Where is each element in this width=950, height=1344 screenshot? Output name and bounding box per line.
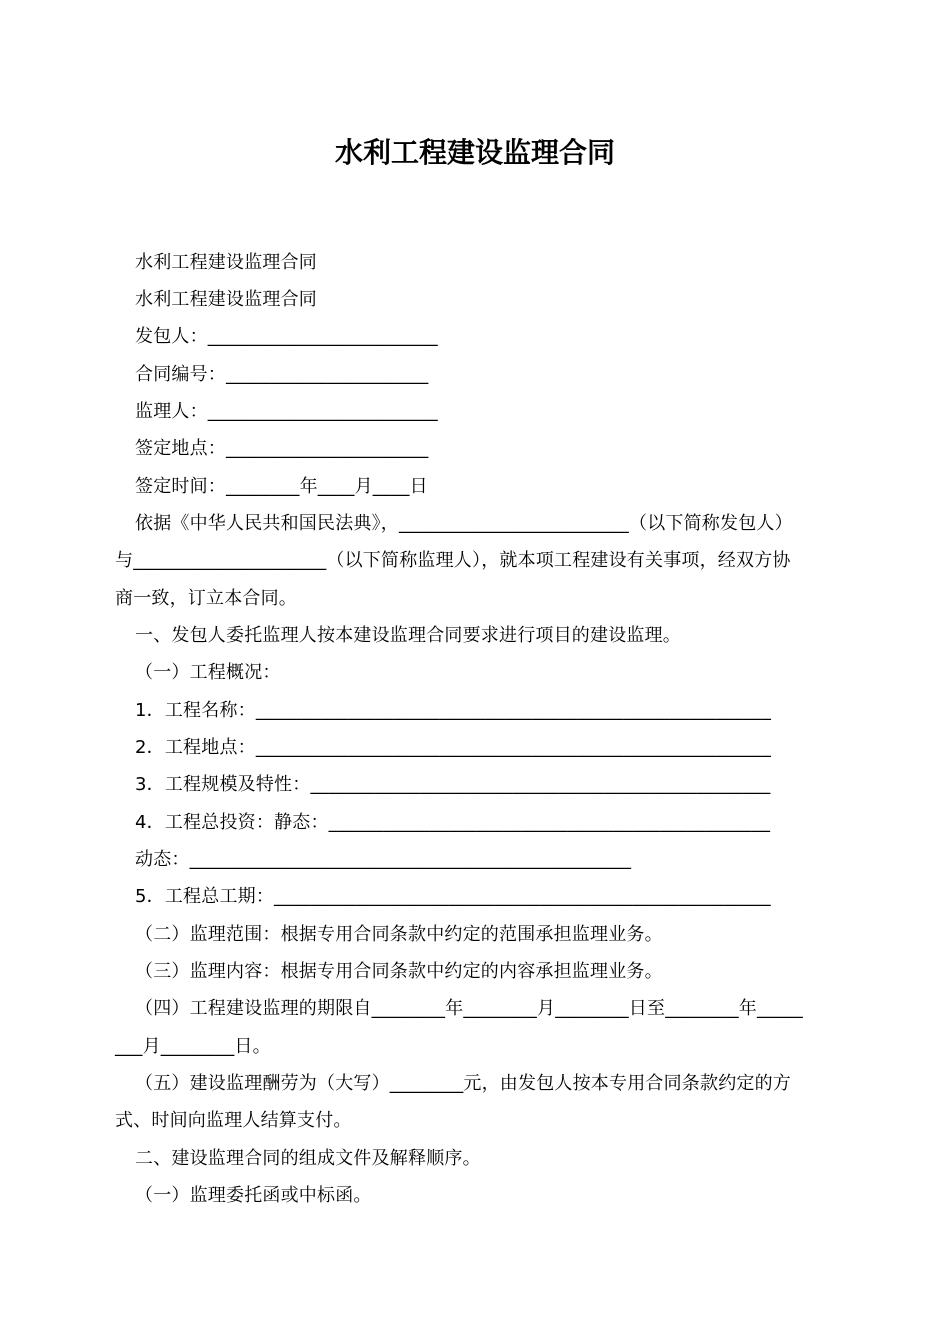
contract-number-field: 合同编号：______________________ — [135, 364, 429, 385]
preamble-line-2: 与_____________________（以下简称监理人），就本项工程建设有关事项，经双方协 — [115, 550, 791, 571]
project-name-field: 1．工程名称：________________________________________________________ — [135, 700, 772, 721]
supervisor-field: 监理人：_________________________ — [135, 401, 438, 422]
preamble-line-1: 依据《中华人民共和国民法典》，_________________________（以下简称发包人） — [135, 513, 793, 534]
subtitle-line-2: 水利工程建设监理合同 — [135, 289, 317, 310]
subtitle-line-1: 水利工程建设监理合同 — [135, 252, 317, 273]
preamble-line-3: 商一致，订立本合同。 — [115, 588, 297, 609]
investment-static-field: 4．工程总投资：静态：________________________________________________ — [135, 812, 771, 833]
total-duration-field: 5．工程总工期：______________________________________________________ — [135, 886, 771, 907]
remuneration-line-1: （五）建设监理酬劳为（大写）________元，由发包人按本专用合同条款约定的方 — [135, 1073, 791, 1094]
section-2-item-1: （一）监理委托函或中标函。 — [135, 1185, 372, 1206]
supervision-period-line-2: ___月________日。 — [115, 1036, 271, 1057]
investment-dynamic-field: 动态：________________________________________________ — [135, 849, 632, 870]
employer-field: 发包人：_________________________ — [135, 326, 438, 347]
project-scale-field: 3．工程规模及特性：__________________________________________________ — [135, 774, 771, 795]
supervision-content: （三）监理内容：根据专用合同条款中约定的内容承担监理业务。 — [135, 961, 663, 982]
section-1-heading: 一、发包人委托监理人按本建设监理合同要求进行项目的建设监理。 — [135, 625, 681, 646]
remuneration-line-2: 式、时间向监理人结算支付。 — [115, 1110, 352, 1131]
section-2-heading: 二、建设监理合同的组成文件及解释顺序。 — [135, 1148, 481, 1169]
supervision-scope: （二）监理范围：根据专用合同条款中约定的范围承担监理业务。 — [135, 924, 663, 945]
signing-date-field: 签定时间：________年____月____日 — [135, 476, 428, 497]
signing-place-field: 签定地点：______________________ — [135, 438, 429, 459]
project-location-field: 2．工程地点：________________________________________________________ — [135, 737, 772, 758]
supervision-period-line-1: （四）工程建设监理的期限自________年________月________日至________年_____ — [135, 998, 803, 1019]
document-title: 水利工程建设监理合同 — [334, 136, 615, 169]
project-overview-heading: （一）工程概况： — [135, 662, 281, 683]
